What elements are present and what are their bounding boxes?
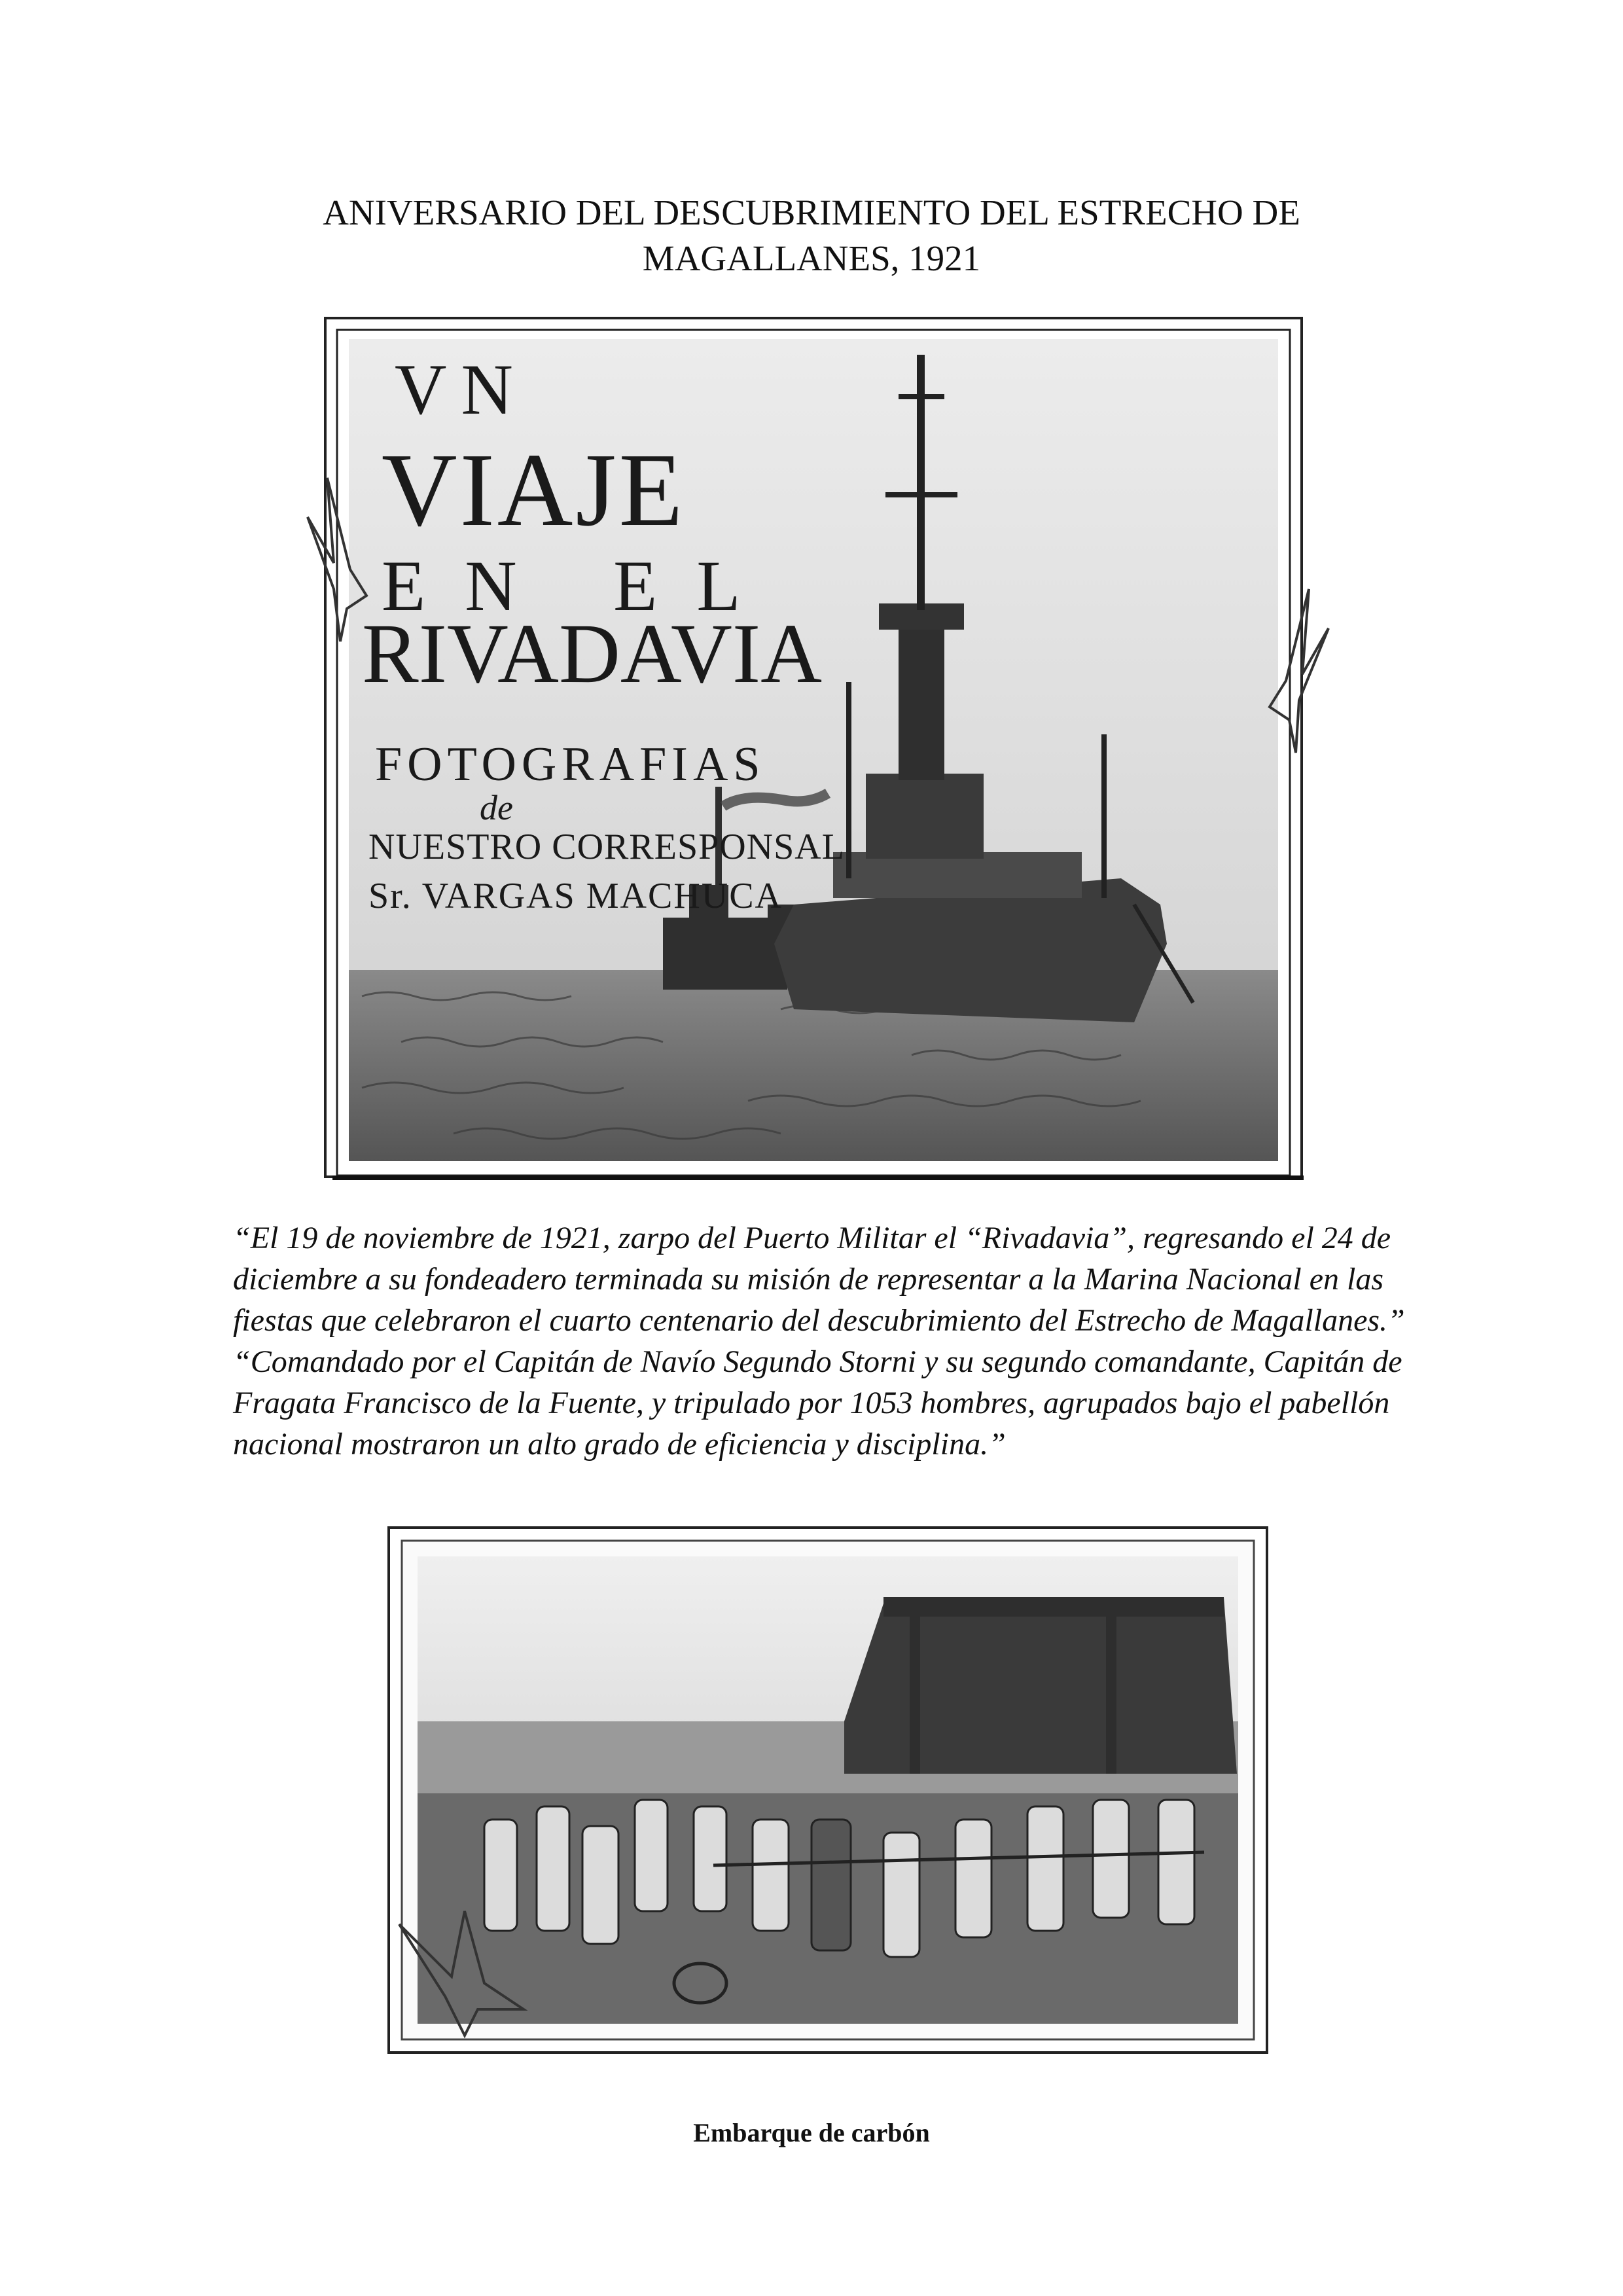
rivadavia-plate-illustration bbox=[323, 315, 1304, 1179]
lettering-rivadavia: RIVADAVIA bbox=[362, 607, 823, 701]
lettering-vargas-machuca: Sr. VARGAS MACHUCA bbox=[368, 876, 783, 916]
lettering-de: de bbox=[480, 788, 513, 827]
lettering-en-el: EN EL bbox=[382, 546, 780, 626]
lettering-viaje: VIAJE bbox=[382, 431, 686, 548]
seagull-icon bbox=[386, 1898, 537, 2049]
page-title: ANIVERSARIO DEL DESCUBRIMIENTO DEL ESTRECHO DE MAGALLANES, 1921 bbox=[323, 192, 1300, 278]
rivadavia-plate bbox=[323, 315, 1304, 1179]
quote-block bbox=[233, 1217, 1411, 1465]
photo-caption: Embarque de carbón bbox=[693, 2118, 930, 2147]
plate-baseline-rule bbox=[332, 1175, 1304, 1180]
lettering-vn: VN bbox=[395, 350, 527, 429]
seagull-icon bbox=[1243, 569, 1342, 766]
lettering-corresponsal: NUESTRO CORRESPONSAL bbox=[368, 827, 845, 867]
quote-paragraph: “El 19 de noviembre de 1921, zarpo del Puerto Militar el “Rivadavia”, regresando el 24 de diciembre a su fondeadero terminada su misión de representar a la Marina Nacional en las fiestas que celebraron el cuarto centenario del descubrimiento del Estrecho de Magallanes.” bbox=[233, 1221, 1405, 1338]
lettering-fotografias: FOTOGRAFIAS bbox=[375, 738, 766, 791]
seagull-icon bbox=[294, 458, 393, 655]
quote-paragraph: “Comandado por el Capitán de Navío Segundo Storni y su segundo comandante, Capitán de Fragata Francisco de la Fuente, y tripulado por 1053 hombres, agrupados bajo el pabellón nacional mostraron un alto grado de eficiencia y disciplina.” bbox=[233, 1344, 1402, 1462]
coal-barge bbox=[844, 1597, 1237, 1774]
